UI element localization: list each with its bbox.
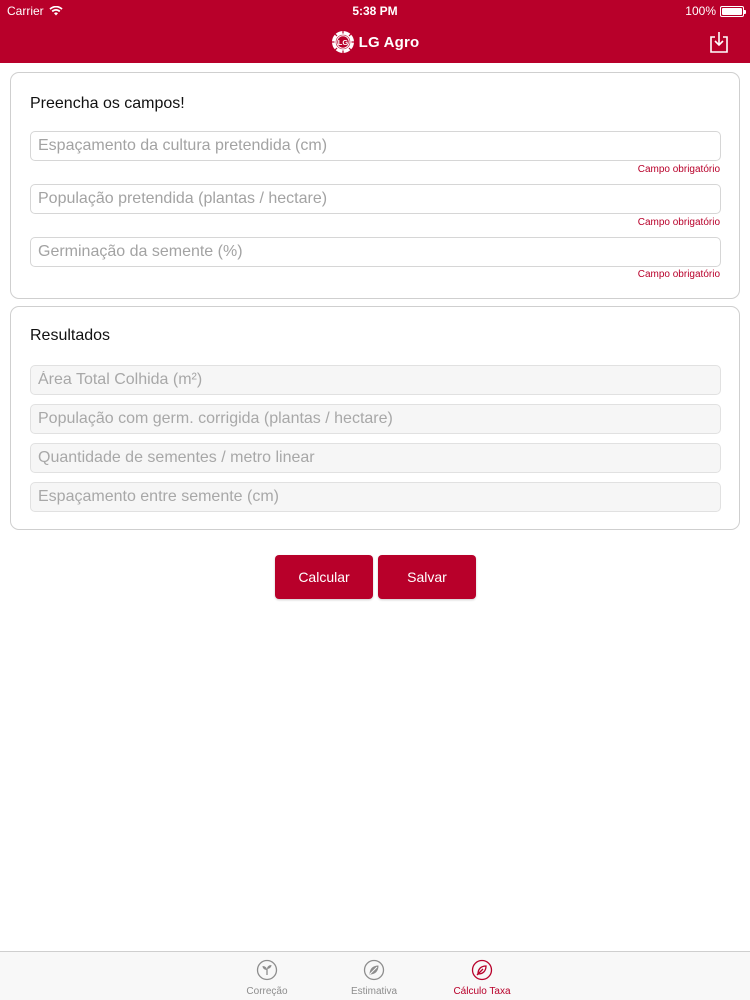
export-button[interactable] [708,30,730,54]
input-card [10,72,740,299]
calculate-button[interactable]: Calcular [275,555,373,599]
carrier-label: Carrier [7,4,44,18]
seeds-per-meter-output [30,443,721,473]
app-name: LG Agro [358,33,420,51]
sprout-icon [256,959,278,981]
tab-correcao[interactable] [207,952,327,1000]
input-card-title: Preencha os campos! [30,95,185,112]
tab-correcao-label: Correção [246,986,288,997]
tab-estimativa-label: Estimativa [350,986,398,997]
seed-icon [471,959,493,981]
status-bar [0,0,750,22]
logo-mark-text: LG [337,38,348,47]
seed-spacing-output [30,482,721,512]
target-population-required-hint: Campo obrigatório [637,217,720,228]
seed-germination-input[interactable] [30,237,721,267]
app-logo [0,29,750,55]
results-card-title: Resultados [30,327,111,344]
app-header [0,0,750,63]
tab-calculo-taxa[interactable] [422,952,542,1000]
crop-spacing-input[interactable] [30,131,721,161]
tab-estimativa[interactable] [314,952,434,1000]
leaf-icon [363,959,385,981]
battery-percent: 100% [685,4,716,18]
crop-spacing-required-hint: Campo obrigatório [637,164,720,175]
download-icon [708,30,730,54]
corrected-population-output [30,404,721,434]
target-population-input[interactable] [30,184,721,214]
tab-bar [0,951,750,1000]
harvested-area-output [30,365,721,395]
save-button[interactable]: Salvar [378,555,476,599]
seed-germination-required-hint: Campo obrigatório [637,269,720,280]
tab-calculo-taxa-label: Cálculo Taxa [453,986,511,997]
battery-icon [720,6,744,17]
results-card [10,306,740,530]
battery-group [685,4,744,18]
status-time: 5:38 PM [352,4,398,18]
lg-logo-icon [331,30,355,54]
